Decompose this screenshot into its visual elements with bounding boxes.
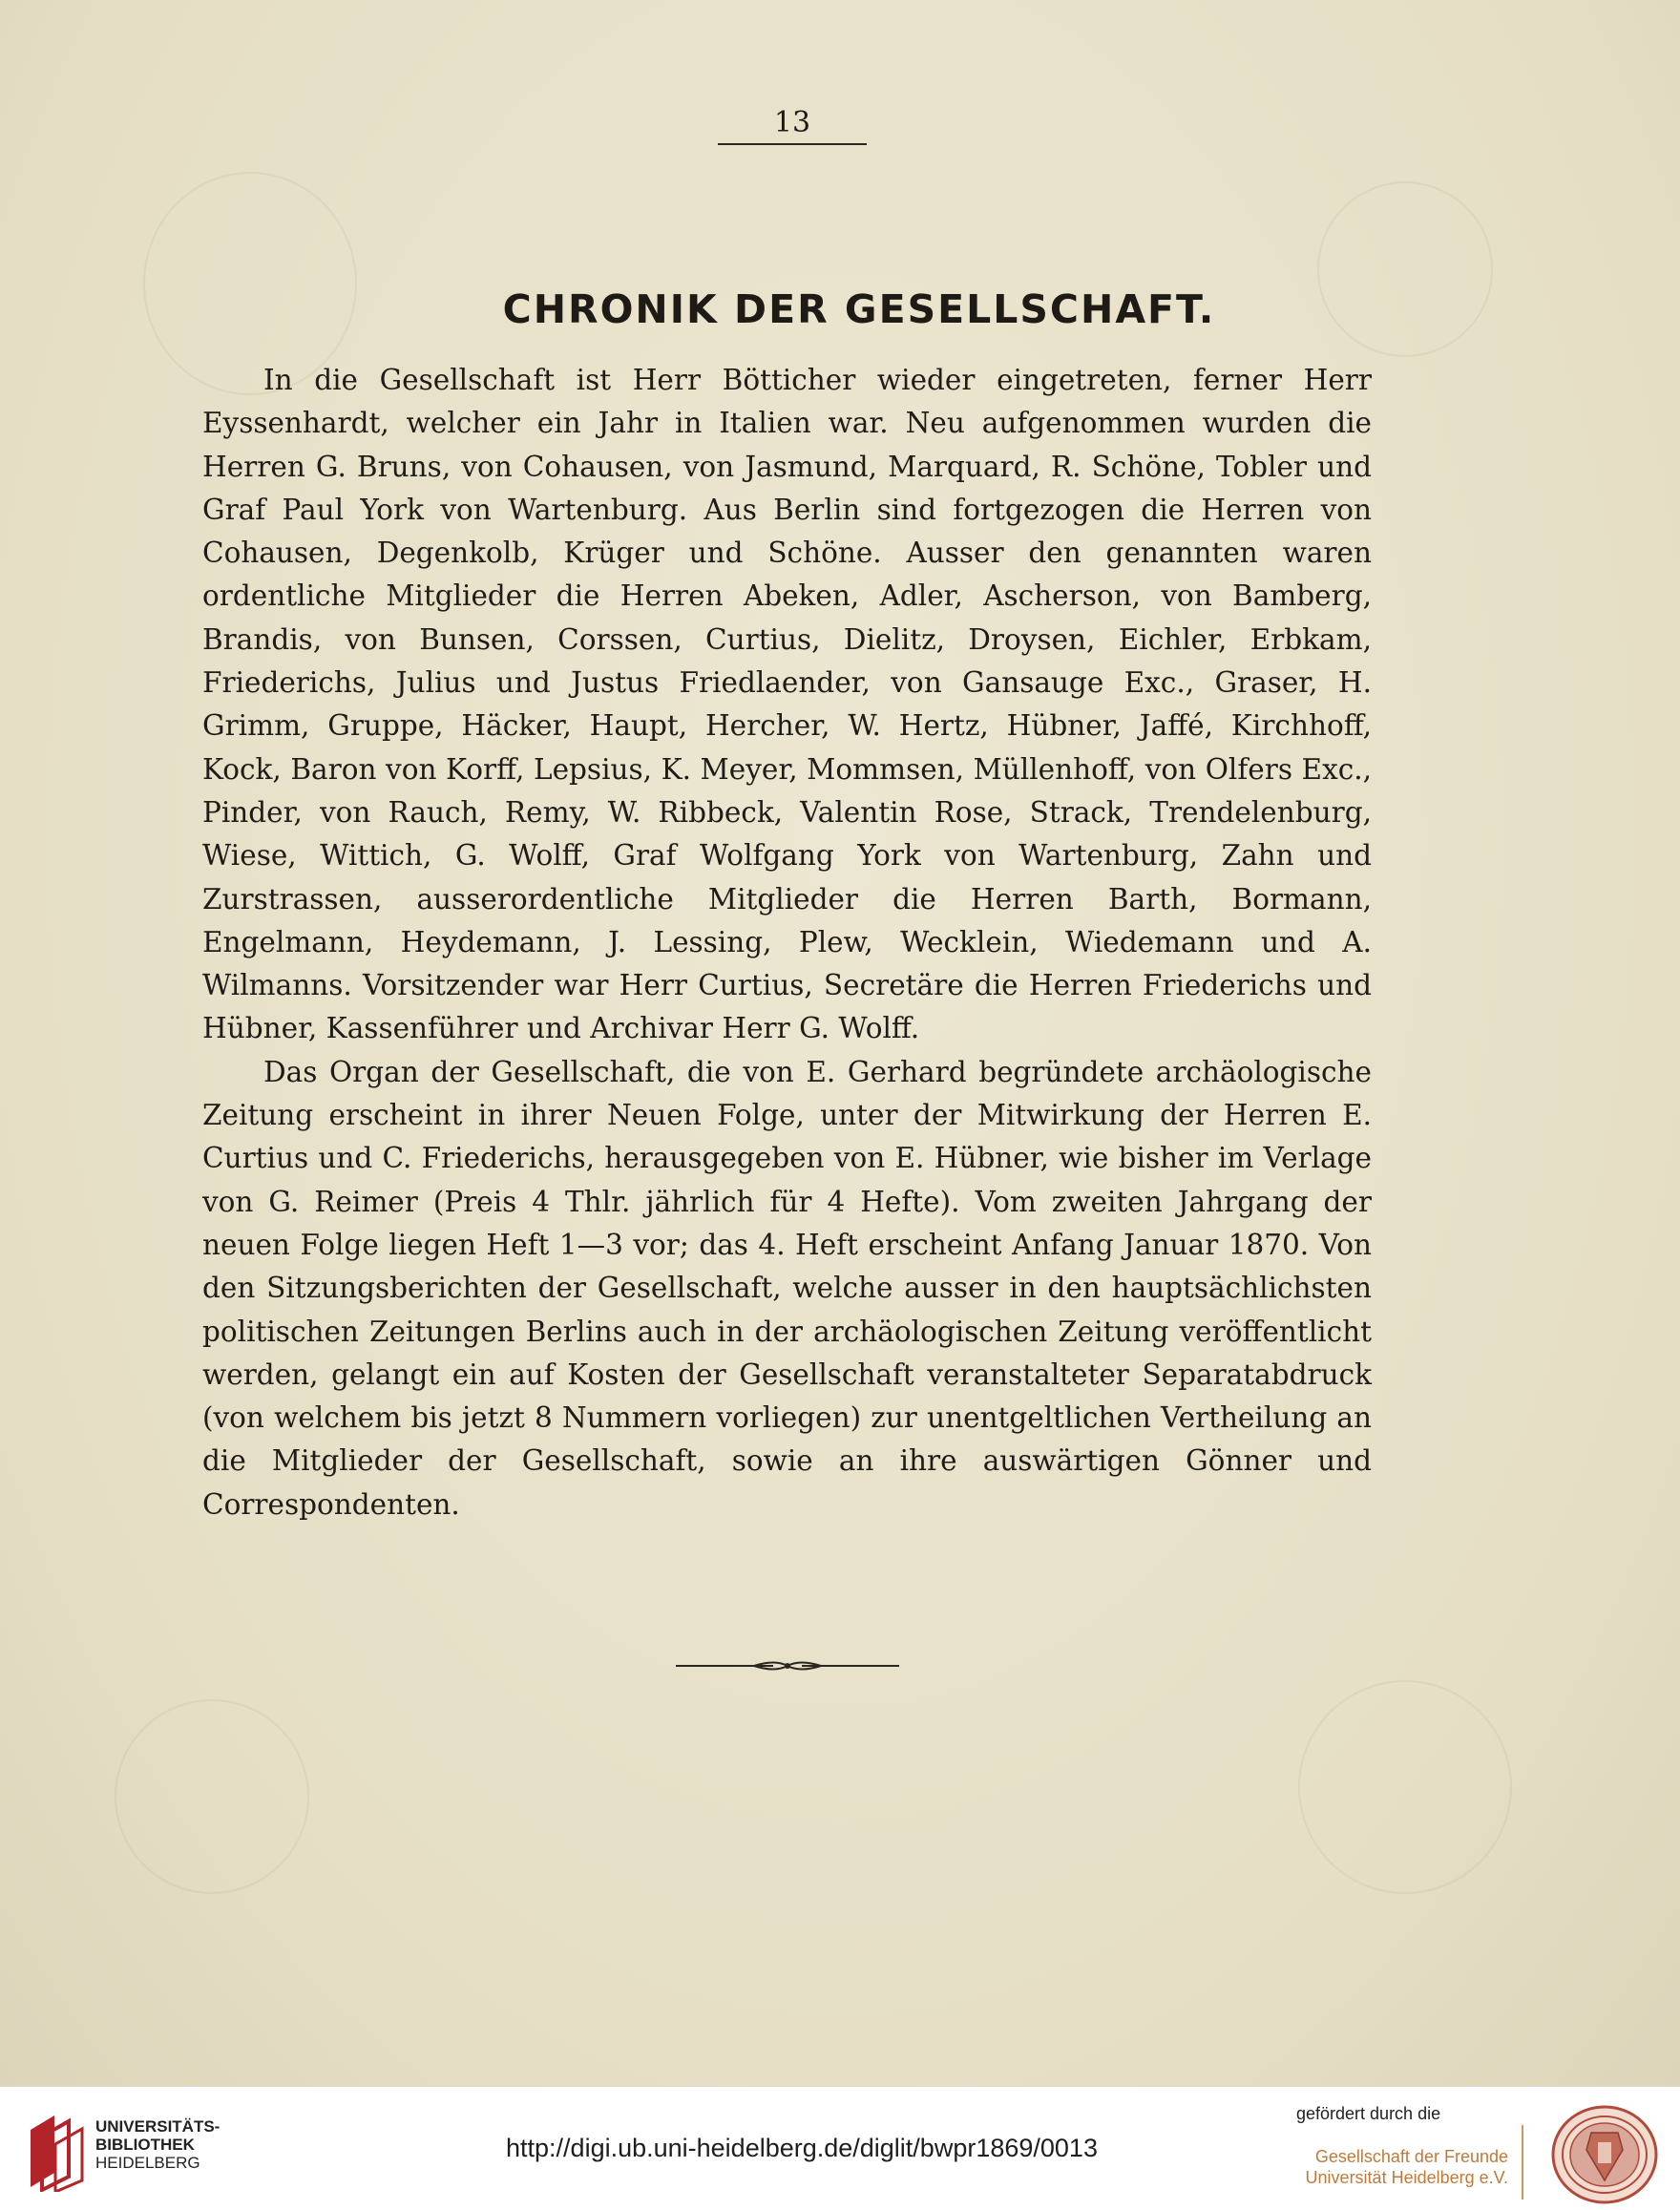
show-through-ornament <box>115 1699 309 1894</box>
sponsor-line: Universität Heidelberg e.V. <box>1305 2168 1508 2187</box>
paragraph: Das Organ der Gesellschaft, die von E. Gerhard begründete archäologische Zeitung erscheint in ihrer Neuen Folge, unter der Mitwirkung der Herren E. Curtius und C. Friederichs, herausgegeben von E. Hübner, wie bisher im Verlage von G. Reimer (Preis 4 Thlr. jährlich für 4 Hefte). Vom zweiten Jahrgang der neuen Folge liegen Heft 1—3 vor; das 4. Heft erscheint Anfang Januar 1870. Von den Sitzungsberichten der Gesellschaft, welche ausser in den hauptsächlichsten politischen Zeitungen Berlins auch in der archäologischen Zeitung veröffentlicht werden, gelangt ein auf Kosten der Gesellschaft veranstalteter Separatabdruck (von welchem bis jetzt 8 Nummern vorliegen) zur unentgeltlichen Vertheilung an die Mitglieder der Gesellschaft, sowie an ihre auswärtigen Gönner und Correspondenten. <box>202 1055 1372 1521</box>
sponsor-label: gefördert durch die <box>1296 2104 1441 2123</box>
sponsor-line: Gesellschaft der Freunde <box>1314 2147 1508 2166</box>
paragraph: In die Gesellschaft ist Herr Bötticher wieder eingetreten, ferner Herr Eyssenhardt, welcher ein Jahr in Italien war. Neu aufgenommen wurden die Herren G. Bruns, von Cohausen, von Jasmund, Marquard, R. Schöne, Tobler und Graf Paul York von Wartenburg. Aus Berlin sind fortgezogen die Herren von Cohausen, Degenkolb, Krüger und Schöne. Ausser den genannten waren ordentliche Mitglieder die Herren Abeken, Adler, Ascherson, von Bamberg, Brandis, von Bunsen, Corssen, Curtius, Dielitz, Droysen, Eichler, Erbkam, Friederichs, Julius und Justus Friedlaender, von Gansauge Exc., Graser, H. Grimm, Gruppe, Häcker, Haupt, Hercher, W. Hertz, Hübner, Jaffé, Kirchhoff, Kock, Baron von Korff, Lepsius, K. Meyer, Mommsen, Müllenhoff, von Olfers Exc., Pinder, von Rauch, Remy, W. Ribbeck, Valentin Rose, Strack, Trendelenburg, Wiese, Wittich, G. Wolff, Graf Wolfgang York von Wartenburg, Zahn und Zurstrassen, ausserordentliche Mitglieder die Herren Barth, Bormann, Engelmann, Heydemann, J. Lessing, Plew, Wecklein, Wiedemann und A. Wilmanns. Vorsitzender war Herr Curtius, Secretäre die Herren Friederichs und Hübner, Kassenführer und Archivar Herr G. Wolff. <box>202 364 1372 1045</box>
footer-bar <box>0 2086 1680 2210</box>
permalink-url[interactable]: http://digi.ub.uni-heidelberg.de/diglit/bwpr1869/0013 <box>506 2134 1098 2162</box>
show-through-ornament <box>1298 1680 1512 1894</box>
page-number-rule <box>718 143 867 145</box>
university-library-logo <box>21 2106 88 2192</box>
page-number: 13 <box>773 106 811 139</box>
page-number-box <box>718 105 867 141</box>
sponsor-divider <box>1522 2125 1523 2199</box>
page-title: CHRONIK DER GESELLSCHAFT. <box>502 286 1216 332</box>
chronicle-text <box>202 359 1372 1526</box>
university-seal-icon <box>1548 2104 1661 2205</box>
library-line: HEIDELBERG <box>95 2154 200 2172</box>
sponsor-name <box>1279 2146 1508 2188</box>
library-line: BIBLIOTHEK <box>95 2136 195 2154</box>
library-line: UNIVERSITÄTS- <box>95 2117 220 2136</box>
end-ornament <box>668 1656 907 1675</box>
university-library-name <box>95 2117 220 2172</box>
